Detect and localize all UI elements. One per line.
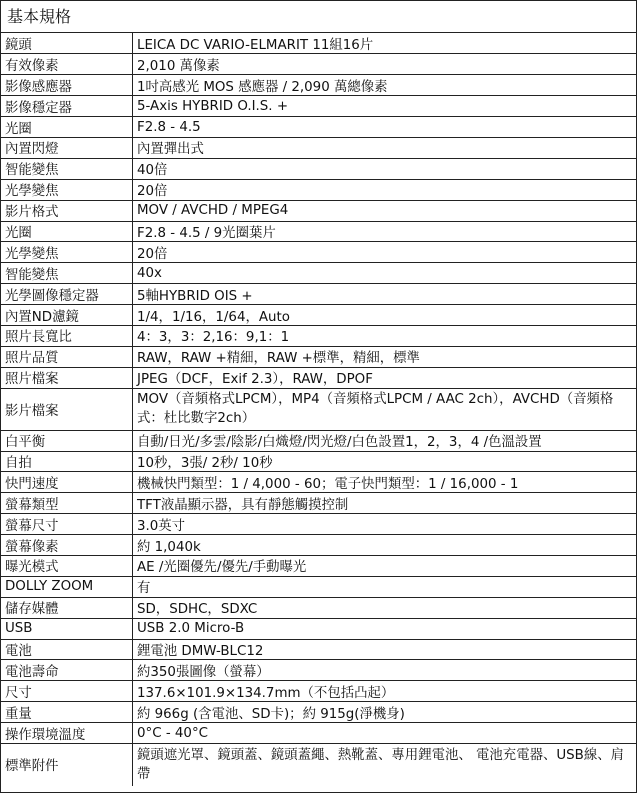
spec-label: 照片檔案 [1, 367, 133, 388]
spec-row [1, 367, 636, 388]
spec-label: 自拍 [1, 451, 133, 472]
spec-value: 0°C - 40°C [133, 723, 637, 744]
spec-label: 螢幕像素 [1, 535, 133, 556]
spec-label: 影像穩定器 [1, 96, 133, 117]
spec-row [1, 618, 636, 639]
spec-row [1, 158, 636, 179]
spec-table-body [1, 33, 636, 786]
spec-label: 影像感應器 [1, 75, 133, 96]
spec-label: DOLLY ZOOM [1, 576, 133, 597]
spec-label: 螢幕尺寸 [1, 514, 133, 535]
spec-value: F2.8 - 4.5 / 9光圈葉片 [133, 221, 637, 242]
spec-row [1, 284, 636, 305]
spec-row [1, 681, 636, 702]
spec-value: 1/4，1/16，1/64，Auto [133, 305, 637, 326]
spec-label: 光學變焦 [1, 179, 133, 200]
spec-label: 白平衡 [1, 430, 133, 451]
spec-label: 內置閃燈 [1, 137, 133, 158]
spec-value: 內置彈出式 [133, 137, 637, 158]
spec-label: 內置ND濾鏡 [1, 305, 133, 326]
spec-label: 尺寸 [1, 681, 133, 702]
sheet-title: 基本規格 [1, 1, 636, 33]
spec-label: 光學變焦 [1, 242, 133, 263]
spec-row [1, 451, 636, 472]
spec-row [1, 54, 636, 75]
spec-row [1, 117, 636, 138]
spec-value: 有 [133, 576, 637, 597]
spec-value: AE /光圈優先/優先/手動曝光 [133, 555, 637, 576]
spec-value: 4：3，3：2,16：9,1：1 [133, 325, 637, 346]
spec-row [1, 388, 636, 430]
spec-row [1, 535, 636, 556]
spec-value: 20倍 [133, 242, 637, 263]
spec-row [1, 576, 636, 597]
spec-label: 智能變焦 [1, 158, 133, 179]
spec-value: LEICA DC VARIO-ELMARIT 11組16片 [133, 33, 637, 54]
spec-value: MOV（音頻格式LPCM），MP4（音頻格式LPCM / AAC 2ch），AVCHD（音頻格式：杜比數字2ch） [133, 388, 637, 430]
spec-row [1, 242, 636, 263]
spec-label: 光圈 [1, 117, 133, 138]
spec-row [1, 660, 636, 681]
spec-row [1, 744, 636, 786]
spec-value: JPEG（DCF，Exif 2.3），RAW，DPOF [133, 367, 637, 388]
spec-value: SD，SDHC，SDXC [133, 597, 637, 618]
spec-label: 標準附件 [1, 744, 133, 786]
spec-label: 電池 [1, 639, 133, 660]
spec-row [1, 221, 636, 242]
spec-row [1, 33, 636, 54]
spec-value: 2,010 萬像素 [133, 54, 637, 75]
spec-row [1, 137, 636, 158]
spec-value: 40x [133, 263, 637, 284]
spec-value: 自動/日光/多雲/陰影/白熾燈/閃光燈/白色設置1，2，3，4 /色溫設置 [133, 430, 637, 451]
spec-row [1, 96, 636, 117]
spec-row [1, 472, 636, 493]
spec-value: USB 2.0 Micro-B [133, 618, 637, 639]
spec-value: 鋰電池 DMW-BLC12 [133, 639, 637, 660]
spec-value: 40倍 [133, 158, 637, 179]
spec-value: TFT液晶顯示器，具有靜態觸摸控制 [133, 493, 637, 514]
spec-row [1, 639, 636, 660]
spec-label: 操作環境溫度 [1, 723, 133, 744]
spec-value: 約 1,040k [133, 535, 637, 556]
spec-value: 約 966g (含電池、SD卡)；約 915g(淨機身) [133, 702, 637, 723]
spec-row [1, 346, 636, 367]
spec-label: 影片檔案 [1, 388, 133, 430]
spec-row [1, 555, 636, 576]
spec-label: 影片格式 [1, 200, 133, 221]
spec-value: 20倍 [133, 179, 637, 200]
spec-label: 快門速度 [1, 472, 133, 493]
spec-label: 電池壽命 [1, 660, 133, 681]
spec-row [1, 493, 636, 514]
spec-value: 5-Axis HYBRID O.I.S. + [133, 96, 637, 117]
spec-row [1, 514, 636, 535]
spec-row [1, 430, 636, 451]
spec-label: 鏡頭 [1, 33, 133, 54]
spec-value: 137.6×101.9×134.7mm（不包括凸起） [133, 681, 637, 702]
spec-row [1, 305, 636, 326]
spec-row [1, 597, 636, 618]
spec-row [1, 723, 636, 744]
spec-row [1, 325, 636, 346]
spec-row [1, 179, 636, 200]
spec-value: 3.0英寸 [133, 514, 637, 535]
spec-value: F2.8 - 4.5 [133, 117, 637, 138]
spec-value: 機械快門類型：1 / 4,000 - 60；電子快門類型：1 / 16,000 - 1 [133, 472, 637, 493]
spec-label: 智能變焦 [1, 263, 133, 284]
spec-value: 10秒，3張/ 2秒/ 10秒 [133, 451, 637, 472]
spec-label: 儲存媒體 [1, 597, 133, 618]
spec-value: MOV / AVCHD / MPEG4 [133, 200, 637, 221]
spec-label: 曝光模式 [1, 555, 133, 576]
spec-value: 鏡頭遮光罩、鏡頭蓋、鏡頭蓋繩、熱靴蓋、專用鋰電池、 電池充電器、USB線、肩帶 [137, 747, 625, 782]
spec-label: 光圈 [1, 221, 133, 242]
spec-row [1, 75, 636, 96]
spec-row [1, 200, 636, 221]
spec-row [1, 702, 636, 723]
spec-label: 光學圖像穩定器 [1, 284, 133, 305]
spec-value: 5軸HYBRID OIS + [133, 284, 637, 305]
spec-label: 有效像素 [1, 54, 133, 75]
spec-value: RAW，RAW +精細，RAW +標準，精細，標準 [133, 346, 637, 367]
spec-label: 重量 [1, 702, 133, 723]
spec-table [1, 33, 636, 786]
spec-label: 照片品質 [1, 346, 133, 367]
spec-label: 照片長寬比 [1, 325, 133, 346]
spec-label: 螢幕類型 [1, 493, 133, 514]
spec-row [1, 263, 636, 284]
spec-label: USB [1, 618, 133, 639]
spec-value: 約350張圖像（螢幕） [133, 660, 637, 681]
spec-value: 1吋高感光 MOS 感應器 / 2,090 萬總像素 [133, 75, 637, 96]
